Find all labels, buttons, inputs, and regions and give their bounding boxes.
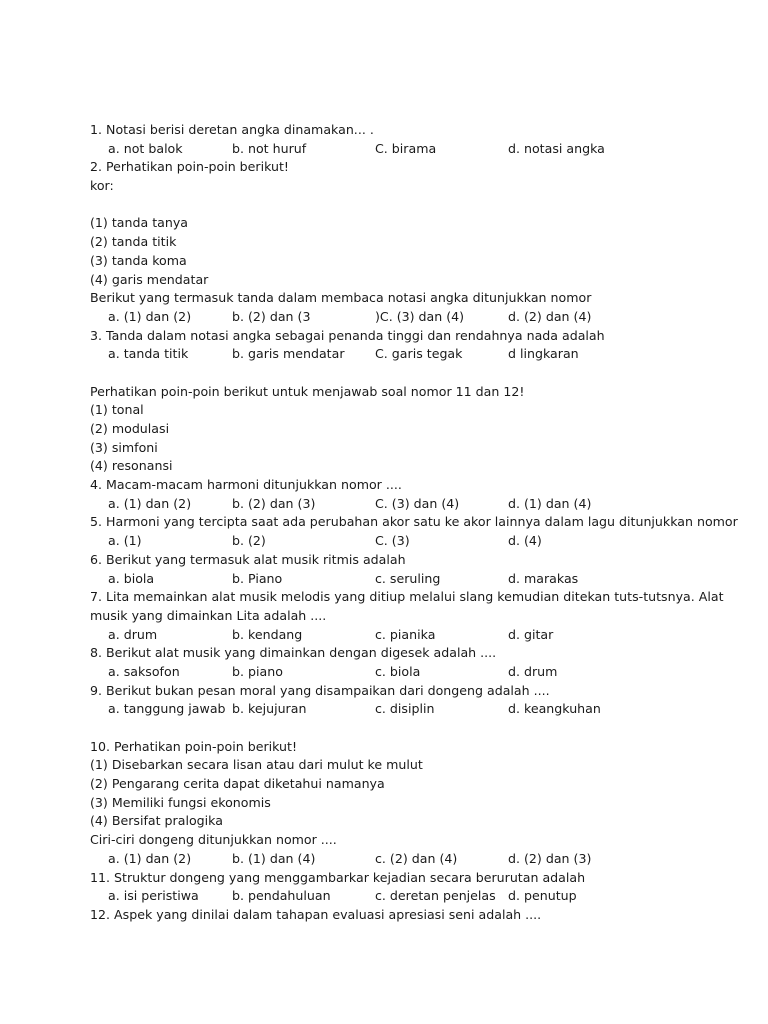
question-6-options	[90, 570, 730, 589]
option-c: C. (3) dan (4)	[375, 495, 460, 511]
option-a: a. not balok	[108, 140, 183, 156]
question-10: 10. Perhatikan poin-poin berikut!	[90, 738, 297, 754]
blank-line	[90, 196, 730, 215]
option-c: C. garis tegak	[375, 346, 463, 362]
option-a: a. tanda titik	[108, 346, 189, 362]
list-item: (1) tanda tanya	[90, 215, 189, 231]
question-3: 3. Tanda dalam notasi angka sebagai penanda tinggi dan rendahnya nada adalah	[90, 327, 605, 343]
question-11: 11. Struktur dongeng yang menggambarkar kejadian secara berurutan adalah	[90, 869, 586, 885]
option-b: b. kejujuran	[232, 701, 307, 717]
option-d: d lingkaran	[508, 346, 579, 362]
option-d: d. (2) dan (4)	[508, 308, 592, 324]
question-2-options	[90, 308, 730, 327]
question-8: 8. Berikut alat musik yang dimainkan dengan digesek adalah ....	[90, 645, 497, 661]
list-item: (3) Memiliki fungsi ekonomis	[90, 794, 271, 810]
option-d: d. notasi angka	[508, 140, 605, 156]
question-9: 9. Berikut bukan pesan moral yang disampaikan dari dongeng adalah ....	[90, 682, 550, 698]
list-item: (3) tanda koma	[90, 252, 187, 268]
question-7: 7. Lita memainkan alat musik melodis yang ditiup melalui slang kemudian ditekan tuts-tutsnya. Alat	[90, 589, 724, 605]
option-b: b. (2) dan (3)	[232, 495, 316, 511]
question-11-options	[90, 887, 730, 906]
option-b: b. (2)	[232, 533, 266, 549]
option-b: b. pendahuluan	[232, 888, 331, 904]
option-c: c. deretan penjelas	[375, 888, 496, 904]
option-d: d. keangkuhan	[508, 701, 601, 717]
option-d: d. (4)	[508, 533, 542, 549]
question-1: 1. Notasi berisi deretan angka dinamakan... .	[90, 122, 374, 137]
list-item: (3) simfoni	[90, 439, 158, 455]
option-d: d. (1) dan (4)	[508, 495, 592, 511]
section-instruction: Perhatikan poin-poin berikut untuk menjawab soal nomor 11 dan 12!	[90, 383, 525, 399]
question-5-options	[90, 532, 730, 551]
option-c: c. (2) dan (4)	[375, 850, 458, 866]
question-6: 6. Berikut yang termasuk alat musik ritmis adalah	[90, 551, 406, 567]
question-10-prompt: Ciri-ciri dongeng ditunjukkan nomor ....	[90, 832, 337, 848]
option-a: a. saksofon	[108, 663, 180, 679]
question-9-options	[90, 700, 730, 719]
question-4-options	[90, 495, 730, 514]
option-b: b. Piano	[232, 570, 283, 586]
option-c: c. biola	[375, 663, 421, 679]
question-2: 2. Perhatikan poin-poin berikut!	[90, 159, 289, 175]
list-item: (2) Pengarang cerita dapat diketahui namanya	[90, 776, 385, 792]
question-4: 4. Macam-macam harmoni ditunjukkan nomor ....	[90, 477, 402, 493]
question-5: 5. Harmoni yang tercipta saat ada perubahan akor satu ke akor lainnya dalam lagu ditunjukkan nomor	[90, 514, 738, 530]
option-a: a. (1)	[108, 533, 142, 549]
option-b: b. kendang	[232, 626, 303, 642]
option-c: C. birama	[375, 140, 437, 156]
list-item: (1) Disebarkan secara lisan atau dari mulut ke mulut	[90, 757, 423, 773]
option-b: b. garis mendatar	[232, 346, 345, 362]
list-item: (1) tonal	[90, 402, 144, 418]
option-c: )C. (3) dan (4)	[375, 308, 465, 324]
blank-line	[90, 364, 730, 383]
option-c: c. disiplin	[375, 701, 435, 717]
list-item: (2) modulasi	[90, 421, 170, 436]
option-b: b. piano	[232, 663, 283, 679]
document-body	[90, 121, 738, 925]
option-b: b. (1) dan (4)	[232, 850, 316, 866]
option-a: a. drum	[108, 626, 158, 642]
question-3-options	[90, 345, 730, 364]
question-1-options	[90, 140, 730, 159]
question-7-continued: musik yang dimainkan Lita adalah ....	[90, 607, 327, 623]
question-12: 12. Aspek yang dinilai dalam tahapan evaluasi apresiasi seni adalah ....	[90, 906, 542, 922]
question-7-options	[90, 626, 730, 645]
option-a: a. biola	[108, 570, 155, 586]
option-b: b. not huruf	[232, 140, 307, 156]
question-10-options	[90, 850, 730, 869]
option-d: d. penutup	[508, 888, 577, 904]
list-item: (4) garis mendatar	[90, 271, 209, 287]
option-a: a. isi peristiwa	[108, 888, 199, 904]
option-d: d. marakas	[508, 570, 579, 586]
question-8-options	[90, 663, 730, 682]
option-c: c. pianika	[375, 626, 436, 642]
option-a: a. (1) dan (2)	[108, 308, 192, 324]
option-d: d. drum	[508, 663, 558, 679]
text-line: kor:	[90, 178, 114, 194]
blank-line	[90, 719, 730, 738]
list-item: (4) resonansi	[90, 458, 173, 474]
option-c: c. seruling	[375, 570, 441, 586]
option-d: d. (2) dan (3)	[508, 850, 592, 866]
option-d: d. gitar	[508, 626, 554, 642]
list-item: (2) tanda titik	[90, 234, 177, 250]
option-b: b. (2) dan (3	[232, 308, 311, 324]
question-2-prompt: Berikut yang termasuk tanda dalam membaca notasi angka ditunjukkan nomor	[90, 290, 592, 306]
option-a: a. (1) dan (2)	[108, 850, 192, 866]
list-item: (4) Bersifat pralogika	[90, 813, 223, 829]
option-c: C. (3)	[375, 533, 410, 549]
option-a: a. tanggung jawab	[108, 701, 226, 717]
option-a: a. (1) dan (2)	[108, 495, 192, 511]
